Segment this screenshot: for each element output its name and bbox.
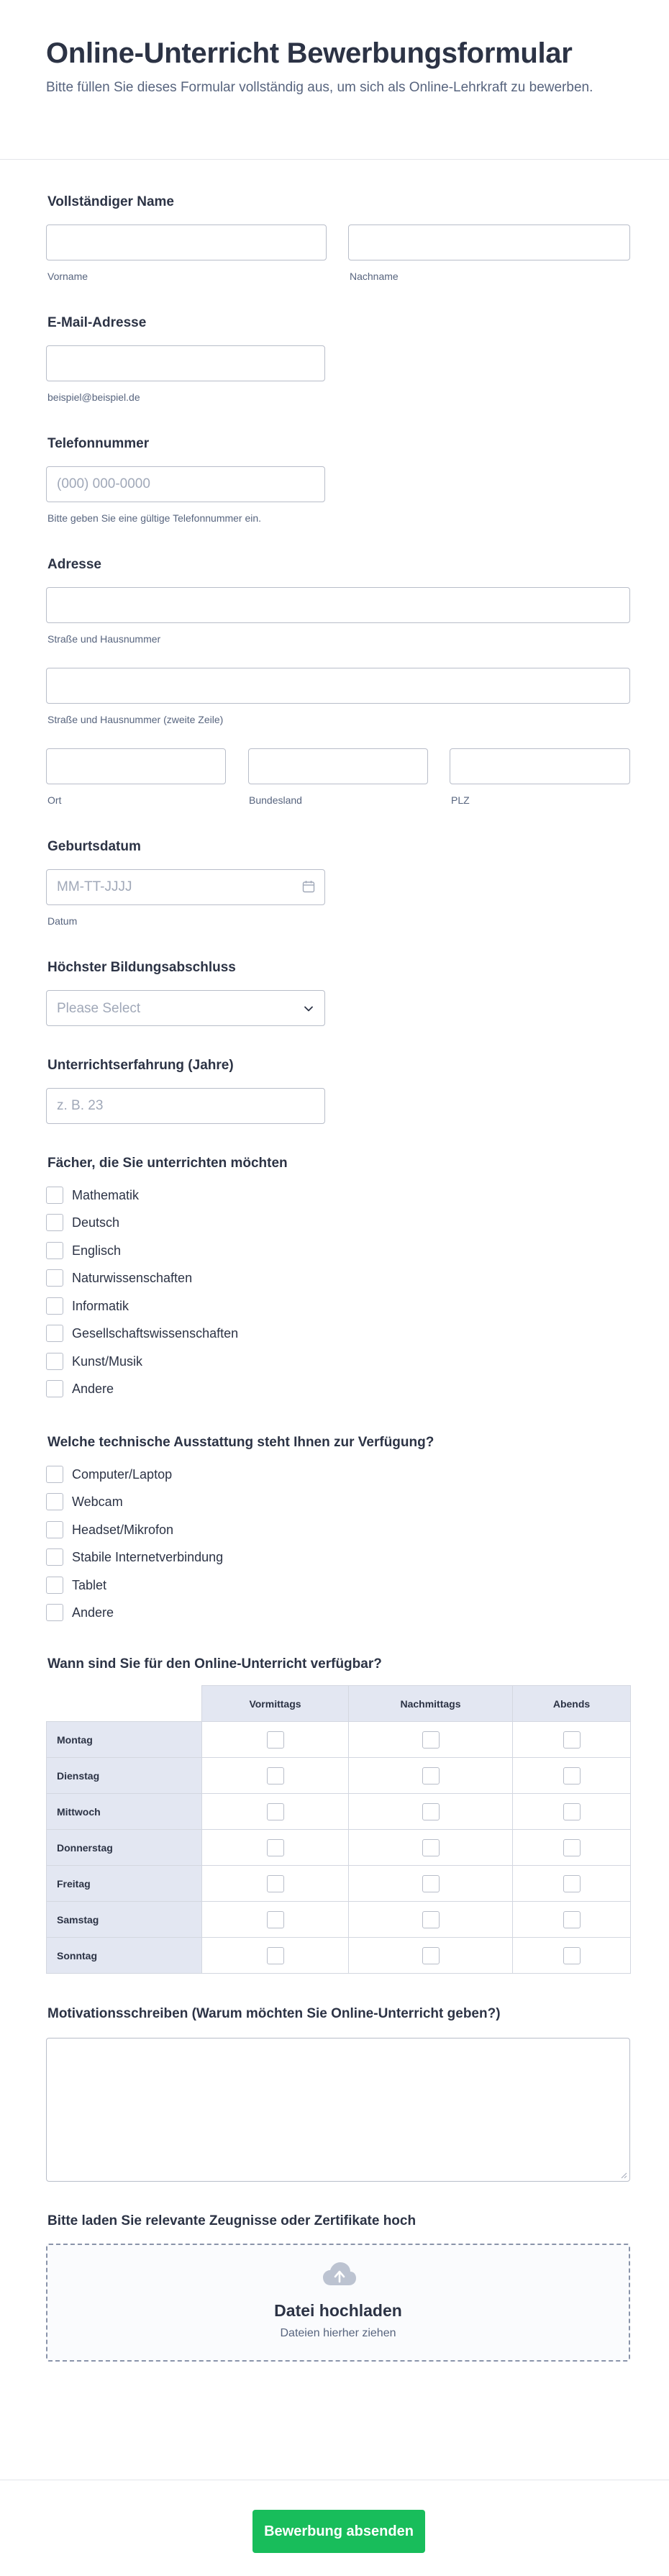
- checkbox[interactable]: [46, 1325, 63, 1342]
- checkbox[interactable]: [422, 1911, 440, 1928]
- subject-option-label: Englisch: [72, 1243, 122, 1258]
- email-sublabel: beispiel@beispiel.de: [47, 391, 140, 403]
- street-input[interactable]: [46, 587, 630, 623]
- subject-option-label: Deutsch: [72, 1215, 120, 1230]
- checkbox[interactable]: [46, 1353, 63, 1370]
- checkbox[interactable]: [46, 1214, 63, 1231]
- checkbox[interactable]: [422, 1839, 440, 1856]
- page-title: Online-Unterricht Bewerbungsformular: [46, 37, 573, 69]
- checkbox[interactable]: [563, 1767, 581, 1784]
- email-input[interactable]: [46, 345, 325, 381]
- checkbox[interactable]: [563, 1875, 581, 1892]
- email-label: E-Mail-Adresse: [47, 315, 147, 330]
- checkbox[interactable]: [46, 1466, 63, 1483]
- subject-option[interactable]: [46, 1352, 142, 1371]
- checkbox[interactable]: [46, 1297, 63, 1315]
- last-name-sublabel: Nachname: [350, 271, 399, 282]
- address-label: Adresse: [47, 557, 101, 572]
- checkbox[interactable]: [46, 1269, 63, 1287]
- checkbox[interactable]: [267, 1875, 284, 1892]
- checkbox[interactable]: [46, 1604, 63, 1621]
- equipment-option-label: Webcam: [72, 1494, 123, 1509]
- checkbox[interactable]: [46, 1548, 63, 1566]
- first-name-input[interactable]: [46, 225, 327, 260]
- motivation-label: Motivationsschreiben (Warum möchten Sie Online-Unterricht geben?): [47, 2006, 501, 2021]
- matrix-row: [47, 1866, 631, 1902]
- equipment-option-label: Andere: [72, 1605, 114, 1620]
- calendar-icon[interactable]: [302, 880, 315, 893]
- phone-sublabel: Bitte geben Sie eine gültige Telefonnummer ein.: [47, 512, 262, 524]
- upload-label: Bitte laden Sie relevante Zeugnisse oder Zertifikate hoch: [47, 2213, 417, 2228]
- checkbox[interactable]: [422, 1875, 440, 1892]
- motivation-textarea[interactable]: [46, 2038, 630, 2182]
- equipment-option-label: Stabile Internetverbindung: [72, 1549, 224, 1564]
- zip-sublabel: PLZ: [451, 794, 470, 806]
- matrix-row-label: Freitag: [47, 1866, 202, 1902]
- equipment-option-label: Computer/Laptop: [72, 1466, 173, 1482]
- matrix-row: [47, 1758, 631, 1794]
- checkbox[interactable]: [267, 1803, 284, 1820]
- subject-option-label: Andere: [72, 1381, 114, 1396]
- checkbox[interactable]: [46, 1242, 63, 1259]
- checkbox[interactable]: [46, 1577, 63, 1594]
- subject-option[interactable]: [46, 1241, 121, 1260]
- checkbox[interactable]: [46, 1380, 63, 1397]
- checkbox[interactable]: [267, 1947, 284, 1964]
- checkbox[interactable]: [563, 1947, 581, 1964]
- matrix-row-label: Mittwoch: [47, 1794, 202, 1830]
- subject-option-label: Naturwissenschaften: [72, 1270, 193, 1285]
- file-upload-dropzone[interactable]: [46, 2244, 630, 2362]
- matrix-row: [47, 1902, 631, 1938]
- resize-handle-icon[interactable]: [620, 2172, 627, 2179]
- equipment-option[interactable]: [46, 1576, 106, 1595]
- matrix-column-header: Nachmittags: [349, 1686, 513, 1722]
- last-name-input[interactable]: [348, 225, 630, 260]
- subject-option-label: Mathematik: [72, 1187, 140, 1202]
- checkbox[interactable]: [422, 1803, 440, 1820]
- checkbox[interactable]: [422, 1947, 440, 1964]
- checkbox[interactable]: [563, 1911, 581, 1928]
- zip-input[interactable]: [450, 748, 630, 784]
- equipment-option[interactable]: [46, 1603, 114, 1622]
- birthdate-field[interactable]: [46, 869, 325, 905]
- subject-option[interactable]: [46, 1186, 139, 1205]
- matrix-row: [47, 1722, 631, 1758]
- subject-option[interactable]: [46, 1269, 192, 1287]
- chevron-down-icon: [303, 1003, 314, 1015]
- phone-input[interactable]: [46, 466, 325, 502]
- matrix-row: [47, 1830, 631, 1866]
- subjects-label: Fächer, die Sie unterrichten möchten: [47, 1156, 288, 1171]
- subject-option[interactable]: [46, 1379, 114, 1398]
- matrix-row-label: Sonntag: [47, 1938, 202, 1974]
- checkbox[interactable]: [422, 1731, 440, 1749]
- equipment-label: Welche technische Ausstattung steht Ihnen zur Verfügung?: [47, 1435, 434, 1450]
- city-sublabel: Ort: [47, 794, 62, 806]
- availability-matrix: [46, 1685, 631, 1974]
- equipment-option-label: Headset/Mikrofon: [72, 1522, 174, 1537]
- experience-input[interactable]: [46, 1088, 325, 1124]
- checkbox[interactable]: [267, 1911, 284, 1928]
- matrix-row: [47, 1794, 631, 1830]
- street2-sublabel: Straße und Hausnummer (zweite Zeile): [47, 714, 224, 725]
- equipment-option[interactable]: [46, 1492, 123, 1511]
- city-input[interactable]: [46, 748, 226, 784]
- birthdate-sublabel: Datum: [47, 915, 78, 927]
- state-input[interactable]: [248, 748, 428, 784]
- upload-title: Datei hochladen: [274, 2301, 402, 2320]
- matrix-row-label: Donnerstag: [47, 1830, 202, 1866]
- equipment-option[interactable]: [46, 1465, 172, 1484]
- page-subtitle: Bitte füllen Sie dieses Formular vollständig aus, um sich als Online-Lehrkraft zu bewerben.: [46, 80, 593, 95]
- birthdate-label: Geburtsdatum: [47, 839, 141, 854]
- experience-label: Unterrichtserfahrung (Jahre): [47, 1058, 234, 1073]
- street-sublabel: Straße und Hausnummer: [47, 633, 161, 645]
- matrix-row: [47, 1938, 631, 1974]
- subject-option[interactable]: [46, 1324, 238, 1343]
- subject-option[interactable]: [46, 1213, 119, 1232]
- education-selected-value: Please Select: [57, 1001, 141, 1016]
- subject-option-label: Informatik: [72, 1298, 129, 1313]
- checkbox[interactable]: [563, 1731, 581, 1749]
- first-name-sublabel: Vorname: [47, 271, 88, 282]
- phone-label: Telefonnummer: [47, 436, 150, 451]
- street2-input[interactable]: [46, 668, 630, 704]
- checkbox[interactable]: [46, 1493, 63, 1510]
- checkbox[interactable]: [267, 1767, 284, 1784]
- equipment-option[interactable]: [46, 1548, 223, 1566]
- subject-option-label: Kunst/Musik: [72, 1353, 143, 1369]
- matrix-column-header: Vormittags: [202, 1686, 349, 1722]
- upload-subtitle: Dateien hierher ziehen: [280, 2327, 396, 2339]
- name-label: Vollständiger Name: [47, 194, 174, 209]
- checkbox[interactable]: [563, 1803, 581, 1820]
- education-select[interactable]: [46, 990, 325, 1026]
- state-sublabel: Bundesland: [249, 794, 302, 806]
- matrix-column-header: Abends: [513, 1686, 631, 1722]
- checkbox[interactable]: [46, 1187, 63, 1204]
- form-header: [0, 0, 669, 160]
- submit-button[interactable]: Bewerbung absenden: [252, 2510, 425, 2553]
- checkbox[interactable]: [267, 1839, 284, 1856]
- subject-option[interactable]: [46, 1297, 129, 1315]
- matrix-row-label: Dienstag: [47, 1758, 202, 1794]
- subject-option-label: Gesellschaftswissenschaften: [72, 1325, 239, 1341]
- birthdate-input[interactable]: [46, 869, 325, 905]
- checkbox[interactable]: [267, 1731, 284, 1749]
- checkbox[interactable]: [46, 1521, 63, 1538]
- education-label: Höchster Bildungsabschluss: [47, 960, 236, 975]
- matrix-corner: [47, 1686, 202, 1722]
- checkbox[interactable]: [563, 1839, 581, 1856]
- equipment-option-label: Tablet: [72, 1577, 107, 1592]
- checkbox[interactable]: [422, 1767, 440, 1784]
- matrix-row-label: Samstag: [47, 1902, 202, 1938]
- availability-label: Wann sind Sie für den Online-Unterricht verfügbar?: [47, 1656, 382, 1672]
- cloud-upload-icon: [322, 2261, 358, 2288]
- equipment-option[interactable]: [46, 1520, 173, 1539]
- matrix-row-label: Montag: [47, 1722, 202, 1758]
